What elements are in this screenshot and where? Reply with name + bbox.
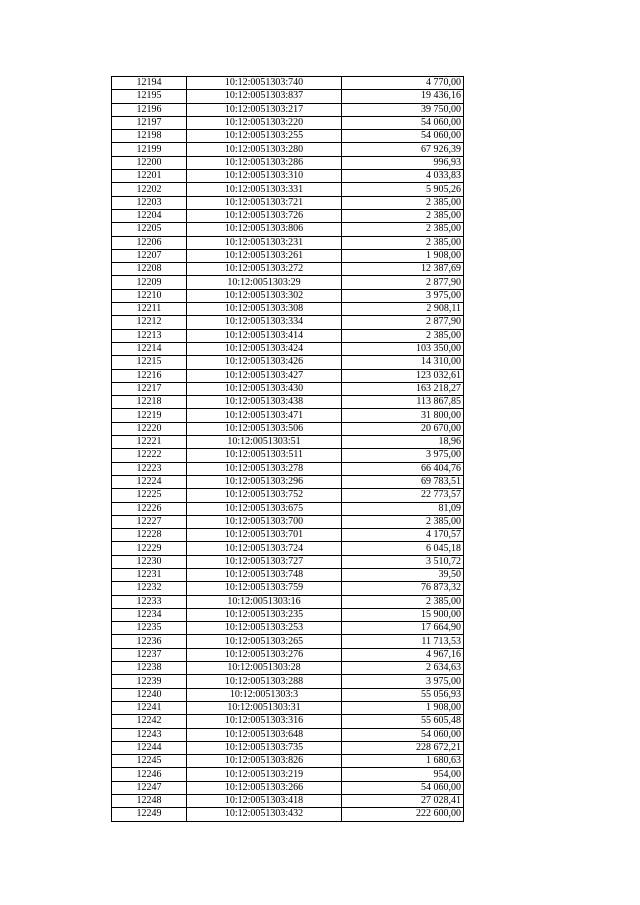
cadastral-number-cell: 10:12:0051303:255 [187, 130, 342, 143]
value-cell: 27 028,41 [342, 795, 464, 808]
value-cell: 54 060,00 [342, 130, 464, 143]
value-cell: 20 670,00 [342, 422, 464, 435]
table-row [112, 356, 464, 369]
value-cell: 2 385,00 [342, 515, 464, 528]
table-row [112, 316, 464, 329]
cadastral-number-cell: 10:12:0051303:506 [187, 422, 342, 435]
cadastral-number-cell: 10:12:0051303:310 [187, 170, 342, 183]
cadastral-number-cell: 10:12:0051303:430 [187, 382, 342, 395]
value-cell: 55 056,93 [342, 688, 464, 701]
table-body [112, 77, 464, 822]
cadastral-number-cell: 10:12:0051303:266 [187, 781, 342, 794]
value-cell: 54 060,00 [342, 116, 464, 129]
value-cell: 6 045,18 [342, 542, 464, 555]
table-row [112, 568, 464, 581]
value-cell: 66 404,76 [342, 462, 464, 475]
table-row [112, 595, 464, 608]
table-row [112, 223, 464, 236]
table-row [112, 795, 464, 808]
value-cell: 228 672,21 [342, 741, 464, 754]
value-cell: 4 770,00 [342, 77, 464, 90]
table-row [112, 768, 464, 781]
row-number-cell: 12242 [112, 715, 187, 728]
cadastral-number-cell: 10:12:0051303:426 [187, 356, 342, 369]
value-cell: 103 350,00 [342, 342, 464, 355]
cadastral-number-cell: 10:12:0051303:302 [187, 289, 342, 302]
table-row [112, 249, 464, 262]
cadastral-number-cell: 10:12:0051303:432 [187, 808, 342, 821]
value-cell: 3 510,72 [342, 555, 464, 568]
cadastral-number-cell: 10:12:0051303:278 [187, 462, 342, 475]
value-cell: 54 060,00 [342, 728, 464, 741]
row-number-cell: 12198 [112, 130, 187, 143]
value-cell: 39 750,00 [342, 103, 464, 116]
value-cell: 222 600,00 [342, 808, 464, 821]
value-cell: 81,09 [342, 502, 464, 515]
value-cell: 18,96 [342, 436, 464, 449]
cadastral-number-cell: 10:12:0051303:308 [187, 303, 342, 316]
table-row [112, 143, 464, 156]
table-row [112, 808, 464, 821]
table-row [112, 582, 464, 595]
table-row [112, 781, 464, 794]
value-cell: 2 385,00 [342, 595, 464, 608]
table-row [112, 342, 464, 355]
table-row [112, 542, 464, 555]
row-number-cell: 12210 [112, 289, 187, 302]
row-number-cell: 12208 [112, 263, 187, 276]
cadastral-number-cell: 10:12:0051303:29 [187, 276, 342, 289]
table-row [112, 263, 464, 276]
value-cell: 19 436,16 [342, 90, 464, 103]
table-row [112, 183, 464, 196]
value-cell: 123 032,61 [342, 369, 464, 382]
cadastral-number-cell: 10:12:0051303:438 [187, 396, 342, 409]
row-number-cell: 12234 [112, 608, 187, 621]
value-cell: 2 385,00 [342, 236, 464, 249]
cadastral-number-cell: 10:12:0051303:334 [187, 316, 342, 329]
row-number-cell: 12228 [112, 529, 187, 542]
cadastral-number-cell: 10:12:0051303:748 [187, 568, 342, 581]
row-number-cell: 12200 [112, 156, 187, 169]
value-cell: 2 385,00 [342, 223, 464, 236]
row-number-cell: 12206 [112, 236, 187, 249]
value-cell: 14 310,00 [342, 356, 464, 369]
cadastral-number-cell: 10:12:0051303:752 [187, 489, 342, 502]
cadastral-number-cell: 10:12:0051303:217 [187, 103, 342, 116]
table-row [112, 422, 464, 435]
cadastral-number-cell: 10:12:0051303:261 [187, 249, 342, 262]
cadastral-number-cell: 10:12:0051303:51 [187, 436, 342, 449]
value-cell: 113 867,85 [342, 396, 464, 409]
row-number-cell: 12211 [112, 303, 187, 316]
value-cell: 1 908,00 [342, 249, 464, 262]
row-number-cell: 12217 [112, 382, 187, 395]
row-number-cell: 12225 [112, 489, 187, 502]
row-number-cell: 12215 [112, 356, 187, 369]
cadastral-number-cell: 10:12:0051303:837 [187, 90, 342, 103]
cadastral-number-cell: 10:12:0051303:806 [187, 223, 342, 236]
row-number-cell: 12237 [112, 648, 187, 661]
row-number-cell: 12207 [112, 249, 187, 262]
cadastral-number-cell: 10:12:0051303:701 [187, 529, 342, 542]
value-cell: 76 873,32 [342, 582, 464, 595]
row-number-cell: 12196 [112, 103, 187, 116]
row-number-cell: 12236 [112, 635, 187, 648]
value-cell: 4 033,83 [342, 170, 464, 183]
table-row [112, 449, 464, 462]
value-cell: 2 877,90 [342, 316, 464, 329]
table-row [112, 741, 464, 754]
cadastral-number-cell: 10:12:0051303:418 [187, 795, 342, 808]
row-number-cell: 12221 [112, 436, 187, 449]
row-number-cell: 12203 [112, 196, 187, 209]
cadastral-number-cell: 10:12:0051303:316 [187, 715, 342, 728]
row-number-cell: 12246 [112, 768, 187, 781]
cadastral-number-cell: 10:12:0051303:31 [187, 701, 342, 714]
value-cell: 69 783,51 [342, 475, 464, 488]
cadastral-number-cell: 10:12:0051303:727 [187, 555, 342, 568]
table-row [112, 715, 464, 728]
value-cell: 1 908,00 [342, 701, 464, 714]
value-cell: 4 170,57 [342, 529, 464, 542]
table-row [112, 303, 464, 316]
value-cell: 11 713,53 [342, 635, 464, 648]
cadastral-number-cell: 10:12:0051303:276 [187, 648, 342, 661]
table-row [112, 462, 464, 475]
row-number-cell: 12244 [112, 741, 187, 754]
table-row [112, 755, 464, 768]
row-number-cell: 12247 [112, 781, 187, 794]
table-row [112, 648, 464, 661]
row-number-cell: 12204 [112, 209, 187, 222]
value-cell: 5 905,26 [342, 183, 464, 196]
cadastral-number-cell: 10:12:0051303:28 [187, 662, 342, 675]
table-row [112, 77, 464, 90]
table-row [112, 728, 464, 741]
cadastral-number-cell: 10:12:0051303:648 [187, 728, 342, 741]
value-cell: 996,93 [342, 156, 464, 169]
row-number-cell: 12216 [112, 369, 187, 382]
cadastral-number-cell: 10:12:0051303:219 [187, 768, 342, 781]
table-row [112, 635, 464, 648]
value-cell: 3 975,00 [342, 675, 464, 688]
value-cell: 2 385,00 [342, 209, 464, 222]
cadastral-number-cell: 10:12:0051303:220 [187, 116, 342, 129]
table-row [112, 701, 464, 714]
cadastral-number-cell: 10:12:0051303:471 [187, 409, 342, 422]
cadastral-number-cell: 10:12:0051303:427 [187, 369, 342, 382]
table-row [112, 116, 464, 129]
value-cell: 22 773,57 [342, 489, 464, 502]
row-number-cell: 12226 [112, 502, 187, 515]
value-cell: 2 385,00 [342, 196, 464, 209]
table-row [112, 130, 464, 143]
value-cell: 39,50 [342, 568, 464, 581]
table-row [112, 170, 464, 183]
table-row [112, 329, 464, 342]
value-cell: 2 908,11 [342, 303, 464, 316]
value-cell: 54 060,00 [342, 781, 464, 794]
table-row [112, 156, 464, 169]
cadastral-number-cell: 10:12:0051303:740 [187, 77, 342, 90]
table-row [112, 688, 464, 701]
row-number-cell: 12229 [112, 542, 187, 555]
row-number-cell: 12239 [112, 675, 187, 688]
table-row [112, 382, 464, 395]
value-cell: 4 967,16 [342, 648, 464, 661]
cadastral-number-cell: 10:12:0051303:700 [187, 515, 342, 528]
table-row [112, 409, 464, 422]
value-cell: 55 605,48 [342, 715, 464, 728]
cadastral-number-cell: 10:12:0051303:3 [187, 688, 342, 701]
row-number-cell: 12194 [112, 77, 187, 90]
cadastral-number-cell: 10:12:0051303:296 [187, 475, 342, 488]
row-number-cell: 12209 [112, 276, 187, 289]
table-row [112, 515, 464, 528]
value-cell: 17 664,90 [342, 622, 464, 635]
table-row [112, 196, 464, 209]
table-row [112, 209, 464, 222]
row-number-cell: 12222 [112, 449, 187, 462]
cadastral-value-table [111, 76, 464, 822]
table-row [112, 555, 464, 568]
table-row [112, 502, 464, 515]
value-cell: 12 387,69 [342, 263, 464, 276]
cadastral-number-cell: 10:12:0051303:721 [187, 196, 342, 209]
value-cell: 954,00 [342, 768, 464, 781]
value-cell: 2 634,63 [342, 662, 464, 675]
row-number-cell: 12218 [112, 396, 187, 409]
cadastral-number-cell: 10:12:0051303:735 [187, 741, 342, 754]
value-cell: 31 800,00 [342, 409, 464, 422]
row-number-cell: 12201 [112, 170, 187, 183]
value-cell: 67 926,39 [342, 143, 464, 156]
row-number-cell: 12249 [112, 808, 187, 821]
table-row [112, 662, 464, 675]
cadastral-number-cell: 10:12:0051303:724 [187, 542, 342, 555]
table-row [112, 489, 464, 502]
cadastral-number-cell: 10:12:0051303:759 [187, 582, 342, 595]
row-number-cell: 12205 [112, 223, 187, 236]
row-number-cell: 12219 [112, 409, 187, 422]
row-number-cell: 12230 [112, 555, 187, 568]
row-number-cell: 12248 [112, 795, 187, 808]
value-cell: 3 975,00 [342, 449, 464, 462]
row-number-cell: 12245 [112, 755, 187, 768]
table-row [112, 675, 464, 688]
cadastral-number-cell: 10:12:0051303:286 [187, 156, 342, 169]
row-number-cell: 12233 [112, 595, 187, 608]
cadastral-number-cell: 10:12:0051303:231 [187, 236, 342, 249]
table-row [112, 236, 464, 249]
row-number-cell: 12195 [112, 90, 187, 103]
table-row [112, 622, 464, 635]
table-row [112, 90, 464, 103]
value-cell: 15 900,00 [342, 608, 464, 621]
cadastral-number-cell: 10:12:0051303:726 [187, 209, 342, 222]
table-row [112, 396, 464, 409]
table-row [112, 608, 464, 621]
row-number-cell: 12202 [112, 183, 187, 196]
table-row [112, 475, 464, 488]
value-cell: 163 218,27 [342, 382, 464, 395]
cadastral-number-cell: 10:12:0051303:414 [187, 329, 342, 342]
table-row [112, 103, 464, 116]
value-cell: 3 975,00 [342, 289, 464, 302]
row-number-cell: 12214 [112, 342, 187, 355]
value-cell: 2 877,90 [342, 276, 464, 289]
cadastral-number-cell: 10:12:0051303:265 [187, 635, 342, 648]
value-cell: 2 385,00 [342, 329, 464, 342]
row-number-cell: 12238 [112, 662, 187, 675]
cadastral-number-cell: 10:12:0051303:511 [187, 449, 342, 462]
cadastral-number-cell: 10:12:0051303:288 [187, 675, 342, 688]
table-row [112, 369, 464, 382]
row-number-cell: 12197 [112, 116, 187, 129]
row-number-cell: 12199 [112, 143, 187, 156]
cadastral-number-cell: 10:12:0051303:272 [187, 263, 342, 276]
row-number-cell: 12241 [112, 701, 187, 714]
cadastral-number-cell: 10:12:0051303:235 [187, 608, 342, 621]
row-number-cell: 12212 [112, 316, 187, 329]
row-number-cell: 12223 [112, 462, 187, 475]
row-number-cell: 12231 [112, 568, 187, 581]
cadastral-number-cell: 10:12:0051303:16 [187, 595, 342, 608]
row-number-cell: 12224 [112, 475, 187, 488]
row-number-cell: 12243 [112, 728, 187, 741]
row-number-cell: 12227 [112, 515, 187, 528]
cadastral-number-cell: 10:12:0051303:826 [187, 755, 342, 768]
row-number-cell: 12220 [112, 422, 187, 435]
cadastral-number-cell: 10:12:0051303:675 [187, 502, 342, 515]
cadastral-number-cell: 10:12:0051303:424 [187, 342, 342, 355]
table-row [112, 529, 464, 542]
cadastral-number-cell: 10:12:0051303:331 [187, 183, 342, 196]
cadastral-number-cell: 10:12:0051303:280 [187, 143, 342, 156]
row-number-cell: 12213 [112, 329, 187, 342]
table-row [112, 436, 464, 449]
value-cell: 1 680,63 [342, 755, 464, 768]
table-row [112, 276, 464, 289]
table-row [112, 289, 464, 302]
cadastral-number-cell: 10:12:0051303:253 [187, 622, 342, 635]
row-number-cell: 12232 [112, 582, 187, 595]
row-number-cell: 12235 [112, 622, 187, 635]
row-number-cell: 12240 [112, 688, 187, 701]
